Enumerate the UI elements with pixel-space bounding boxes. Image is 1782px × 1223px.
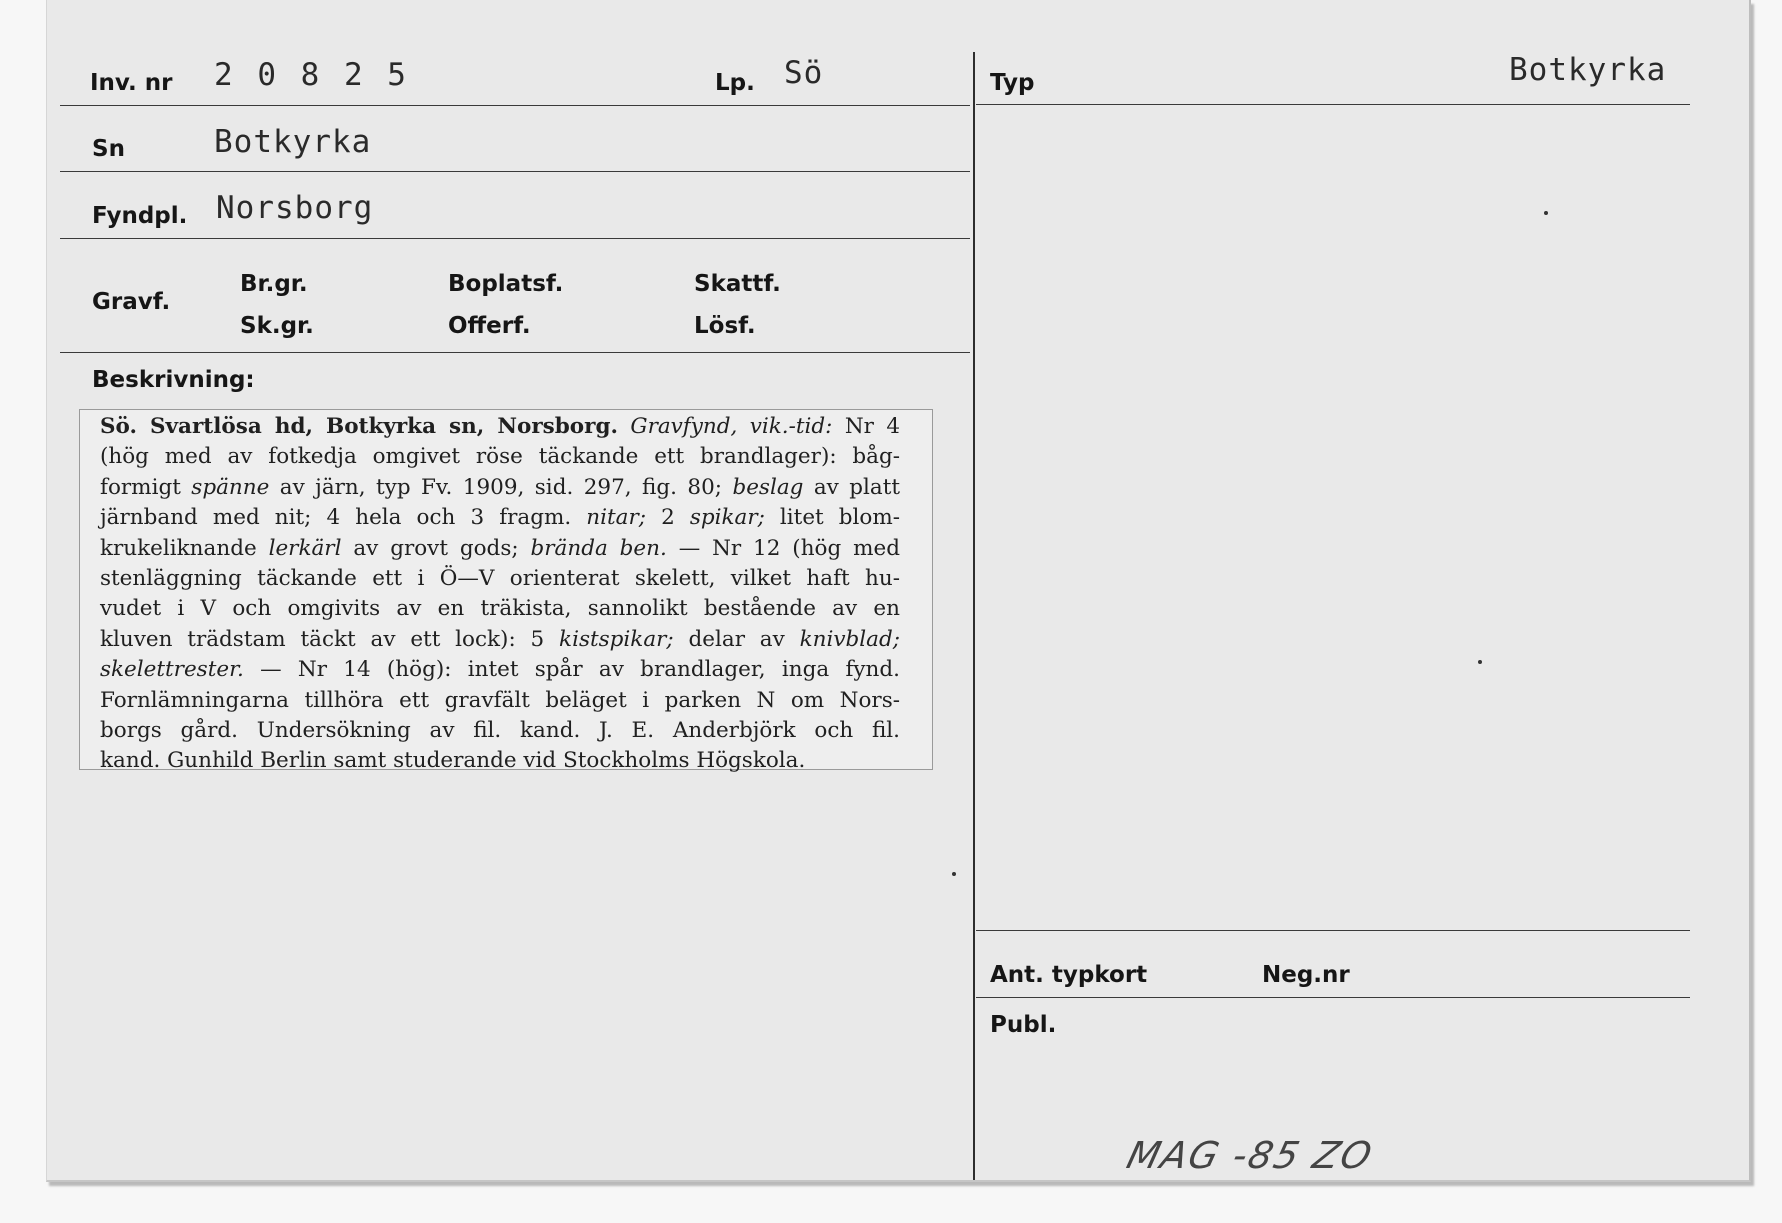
description-segment: av grovt gods; — [341, 535, 531, 561]
ink-speck — [1478, 660, 1482, 664]
description-segment: (hög med av fotkedja omgivet röse täckande ett brandlager): båg- — [100, 444, 900, 470]
handwritten-note: MAG -85 ZO — [1122, 1134, 1378, 1177]
description-segment: krukeliknande — [100, 535, 269, 561]
description-segment: brända ben. — [530, 535, 667, 561]
description-segment: borgs gård. Undersökning av fil. kand. J. E. Anderbjörk och fil. — [100, 718, 900, 744]
description-line — [100, 564, 900, 594]
description-line — [100, 746, 900, 776]
description-segment: Nr 4 — [832, 414, 901, 439]
description-segment: formigt — [100, 474, 192, 500]
description-segment: — Nr 12 (hög med — [666, 535, 900, 561]
skgr-label: Sk.gr. — [240, 313, 314, 339]
description-segment: delar av — [673, 626, 800, 652]
description-segment — [618, 414, 630, 439]
description-segment: litet blom- — [764, 505, 900, 531]
losf-label: Lösf. — [694, 313, 756, 339]
rule — [976, 930, 1690, 931]
description-line — [100, 625, 900, 655]
ink-speck — [952, 872, 956, 876]
description-line — [100, 412, 900, 442]
fyndpl-value: Norsborg — [216, 190, 374, 226]
description-line — [100, 716, 900, 746]
rule — [60, 105, 970, 106]
description-segment: vudet i V och omgivits av en träkista, sannolikt bestående av en — [100, 596, 900, 622]
description-segment: — Nr 14 (hög): intet spår av brandlager, inga fynd. — [243, 657, 900, 683]
fyndpl-label: Fyndpl. — [92, 203, 188, 229]
description-box — [79, 409, 933, 774]
rule — [60, 171, 970, 172]
description-line — [100, 655, 900, 685]
ink-speck — [1544, 211, 1548, 215]
sn-value: Botkyrka — [214, 124, 372, 160]
gravf-label: Gravf. — [92, 289, 171, 315]
description-segment: Gravfynd, vik.-tid: — [630, 414, 833, 439]
description-segment: Fornlämningarna tillhöra ett gravfält beläget i parken N om Nors- — [100, 687, 900, 713]
sn-label: Sn — [92, 136, 125, 162]
publ-label: Publ. — [990, 1012, 1057, 1038]
offerf-label: Offerf. — [448, 313, 531, 339]
description-line — [100, 473, 900, 503]
description-segment: av platt — [803, 474, 900, 500]
ant-typkort-label: Ant. typkort — [990, 962, 1148, 988]
rule — [976, 997, 1690, 998]
brgr-label: Br.gr. — [240, 271, 308, 297]
lp-label: Lp. — [715, 70, 755, 96]
description-segment: Sö. Svartlösa hd, Botkyrka sn, Norsborg. — [100, 414, 618, 439]
rule — [60, 238, 970, 239]
description-line — [100, 503, 900, 533]
description-segment: kluven trädstam täckt av ett lock): 5 — [100, 626, 560, 652]
inv-nr-label: Inv. nr — [90, 70, 173, 96]
description-segment: järnband med nit; 4 hela och 3 fragm. — [100, 505, 587, 531]
description-line — [100, 534, 900, 564]
description-segment: lerkärl — [268, 535, 342, 561]
typ-value: Botkyrka — [1509, 52, 1667, 88]
description-segment: beslag — [732, 474, 804, 500]
description-segment: stenläggning täckande ett i Ö—V orienterat skelett, vilket haft hu- — [100, 566, 900, 592]
description-line — [100, 442, 900, 472]
column-divider — [973, 52, 975, 1180]
boplatsf-label: Boplatsf. — [448, 271, 564, 297]
description-segment: knivblad; — [799, 626, 900, 652]
description-segment: kand. Gunhild Berlin samt studerande vid Stockholms Högskola. — [100, 748, 806, 774]
rule — [976, 104, 1690, 105]
inv-nr-value: 2 0 8 2 5 — [214, 57, 409, 93]
description-segment: skelettrester. — [100, 657, 244, 683]
description-segment: nitar; — [586, 505, 646, 531]
description-line — [100, 594, 900, 624]
description-line — [100, 686, 900, 716]
lp-value: Sö — [784, 55, 824, 91]
description-segment: kistspikar; — [559, 626, 674, 652]
beskrivning-label: Beskrivning: — [92, 367, 255, 393]
description-segment: spänne — [191, 474, 270, 500]
description-segment: av järn, typ Fv. 1909, sid. 297, fig. 80; — [269, 474, 733, 500]
typ-label: Typ — [990, 70, 1035, 96]
neg-nr-label: Neg.nr — [1262, 962, 1350, 988]
description-segment: 2 — [646, 505, 690, 531]
description-segment: spikar; — [689, 505, 765, 531]
rule — [60, 352, 970, 353]
skattf-label: Skattf. — [694, 271, 781, 297]
